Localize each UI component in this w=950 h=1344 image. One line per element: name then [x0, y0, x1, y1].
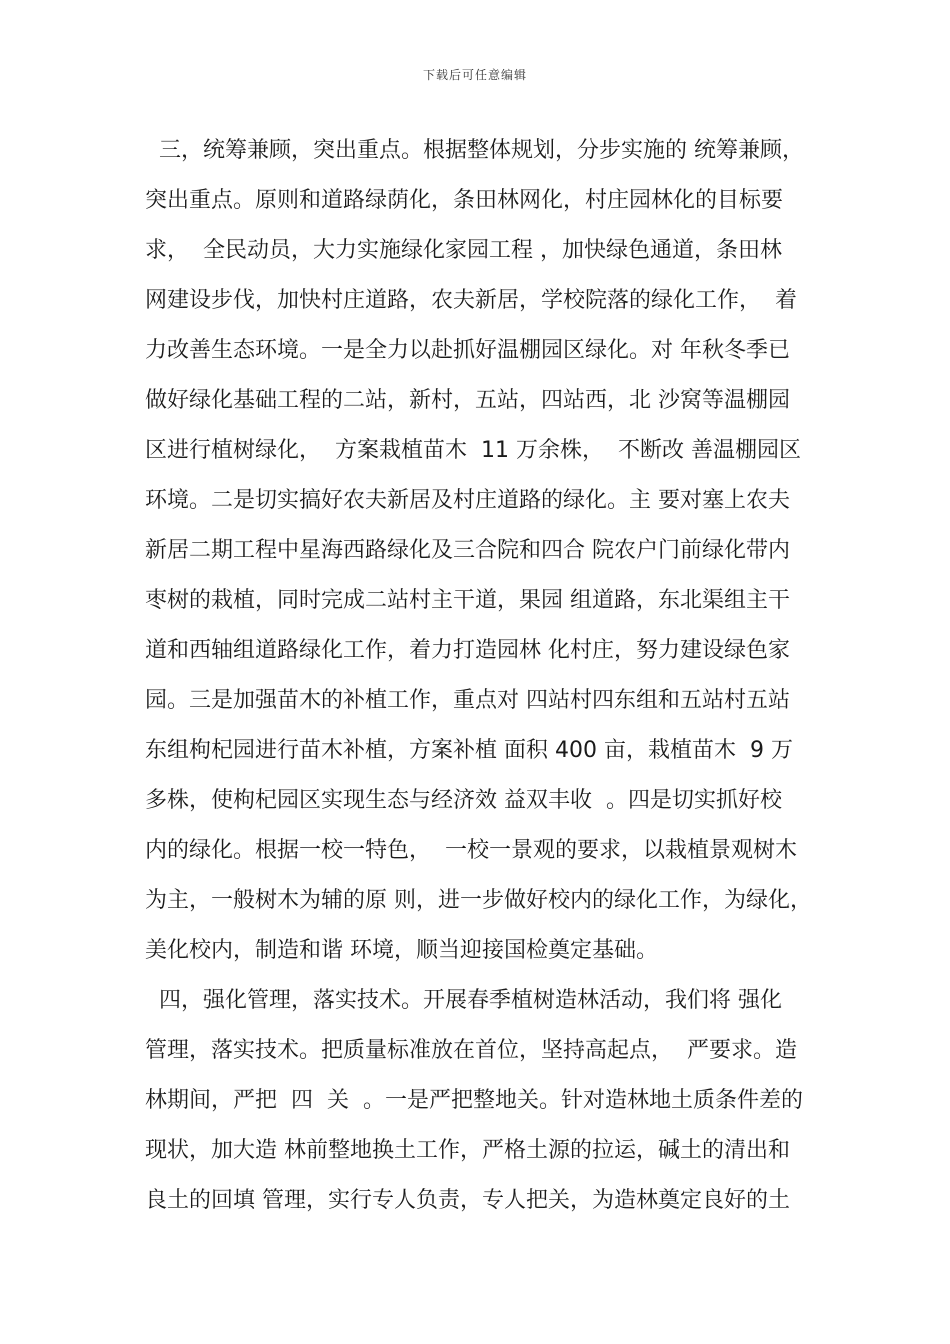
text-line: 为主，一般树木为辅的原 则，进一步做好校内的绿化工作，为绿化， [145, 888, 812, 913]
document-body [145, 126, 825, 1226]
text-line: 环境。二是切实搞好农夫新居及村庄道路的绿化。主 要对塞上农夫 [145, 488, 790, 513]
text-line: 突出重点。原则和道路绿荫化，条田林网化，村庄园林化的目标要 [145, 188, 784, 213]
text-line: 求， 全民动员，大力实施绿化家园工程 ，加快绿色通道，条田林 [145, 238, 782, 263]
text-line: 力改善生态环境。一是全力以赴抓好温棚园区绿化。对 年秋冬季已 [145, 338, 790, 363]
text-line: 多株，使枸杞园区实现生态与经济效 益双丰收 。四是切实抓好校 [145, 788, 782, 813]
text-line: 新居二期工程中星海西路绿化及三合院和四合 院农户门前绿化带内 [145, 538, 790, 563]
text-line: 美化校内，制造和谐 环境，顺当迎接国检奠定基础。 [145, 938, 658, 963]
text-line: 林期间，严把 四 关 。一是严把整地关。针对造林地土质条件差的 [145, 1088, 803, 1113]
text-line: 区进行植树绿化， 方案栽植苗木 11 万余株， 不断改 善温棚园区 [145, 438, 801, 463]
text-line: 做好绿化基础工程的二站，新村，五站，四站西，北 沙窝等温棚园 [145, 388, 790, 413]
text-line: 内的绿化。根据一校一特色， 一校一景观的要求，以栽植景观树木 [145, 838, 797, 863]
text-line: 园。三是加强苗木的补植工作，重点对 四站村四东组和五站村五站 [145, 688, 790, 713]
text-line: 四，强化管理，落实技术。开展春季植树造林活动，我们将 强化 [145, 988, 782, 1013]
text-line: 三，统筹兼顾，突出重点。根据整体规划，分步实施的 统筹兼顾， [145, 138, 804, 163]
text-line: 网建设步伐，加快村庄道路，农夫新居，学校院落的绿化工作， 着 [145, 288, 797, 313]
text-line: 枣树的栽植，同时完成二站村主干道，果园 组道路，东北渠组主干 [145, 588, 790, 613]
text-line: 良土的回填 管理，实行专人负责，专人把关，为造林奠定良好的土 [145, 1188, 790, 1213]
text-line: 道和西轴组道路绿化工作，着力打造园林 化村庄，努力建设绿色家 [145, 638, 790, 663]
text-line: 现状，加大造 林前整地换土工作，严格土源的拉运，碱土的清出和 [145, 1138, 790, 1163]
text-line: 管理，落实技术。把质量标准放在首位，坚持高起点， 严要求。造 [145, 1038, 797, 1063]
page-header: 下载后可任意编辑 [422, 68, 527, 82]
text-line: 东组枸杞园进行苗木补植，方案补植 面积 400 亩，栽植苗木 9 万 [145, 738, 793, 763]
